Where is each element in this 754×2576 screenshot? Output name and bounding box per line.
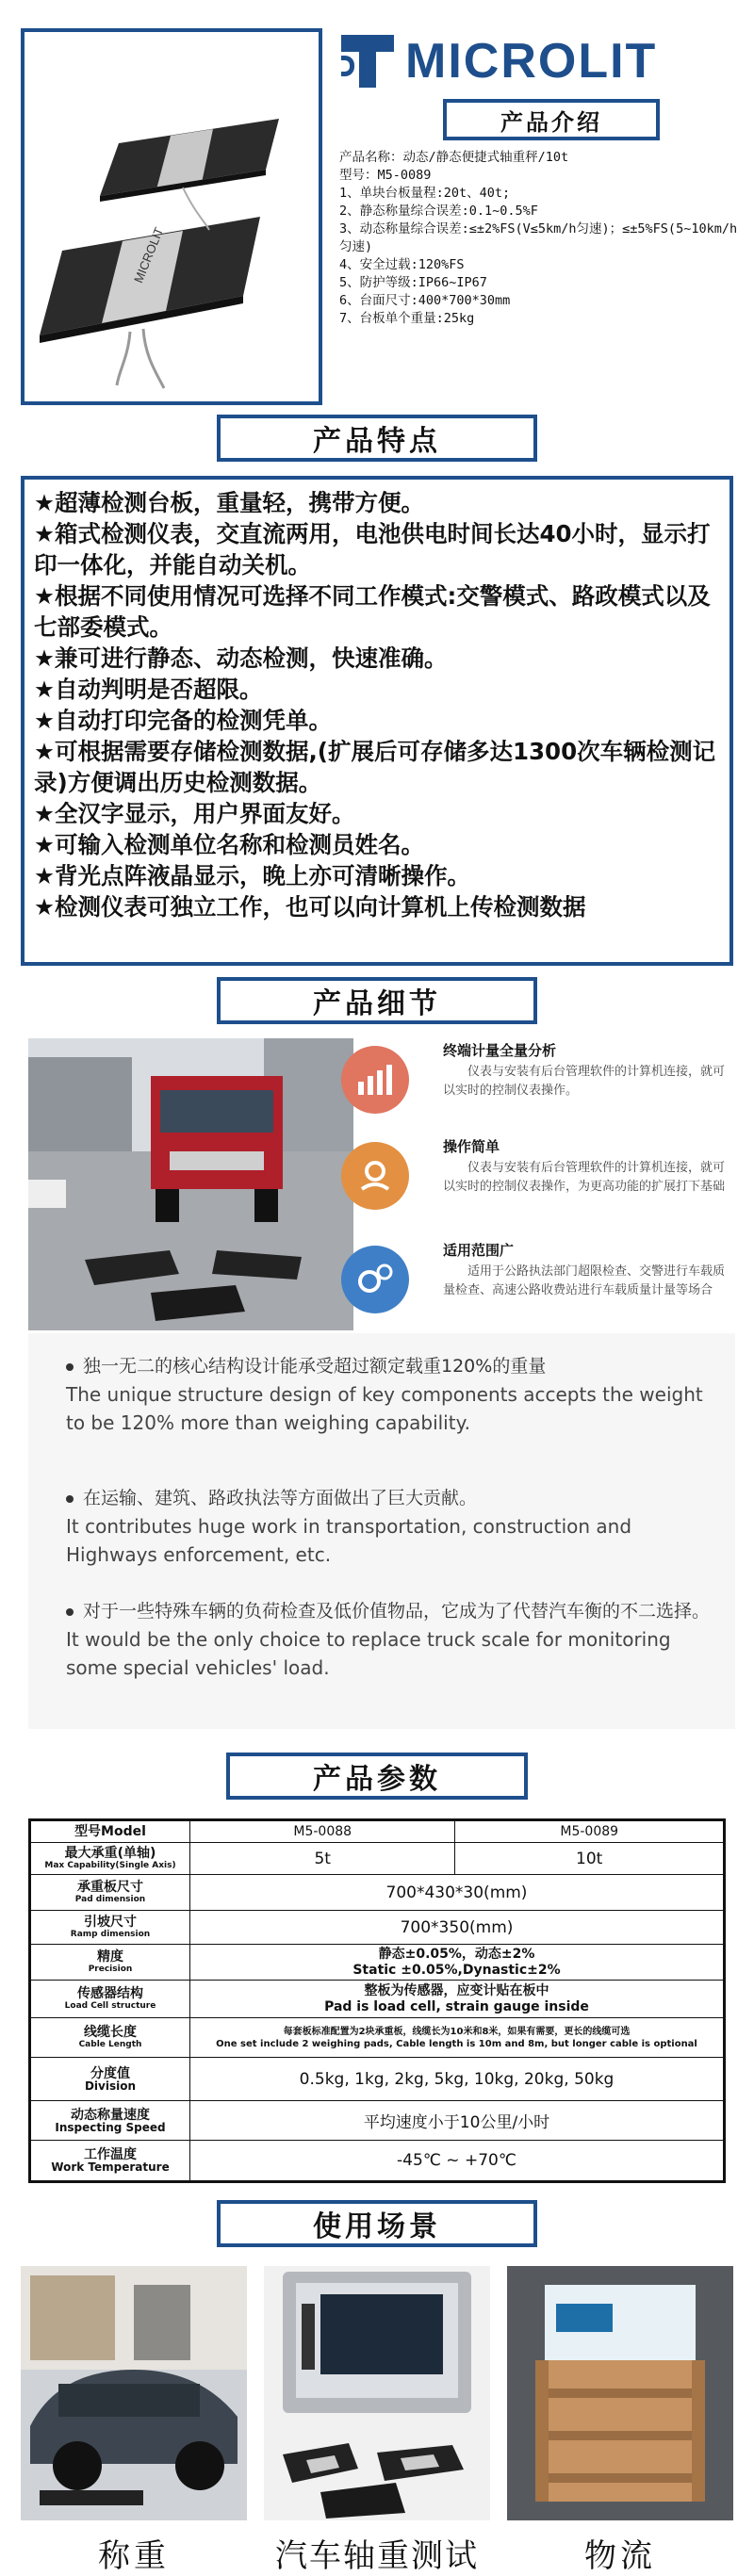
spec-line: 5、防护等级:IP66~IP67 — [339, 275, 487, 290]
row-label-cn: 动态称量速度 — [71, 2107, 150, 2123]
feature-item: ★自动打印完备的检测凭单。 — [34, 707, 332, 734]
bullet-dot-icon — [66, 1363, 74, 1371]
table-cell: 平均速度小于10公里/小时 — [190, 2101, 725, 2141]
row-label-en: Max Capability(Single Axis) — [44, 1860, 176, 1870]
table-cell — [190, 2018, 725, 2058]
truck-photo — [28, 1038, 353, 1330]
row-label-en: Work Temperature — [51, 2160, 170, 2174]
row-label-en: Load Cell structure — [64, 2000, 156, 2011]
detail-heading: 终端计量全量分析 — [443, 1042, 557, 1059]
features-list — [21, 476, 733, 966]
scenes-section-title: 使用场景 — [217, 2200, 537, 2247]
feature-item: ★全汉字显示，用户界面友好。 — [34, 800, 355, 827]
cell-en: Static ±0.05%,Dynastic±2% — [352, 1962, 561, 1978]
table-header — [30, 1843, 190, 1875]
detail-features — [339, 1038, 735, 1330]
spec-line: 3、动态称量综合误差:≤±2%FS(V≤5km/h匀速)；≤±5%FS(5~10km/h匀速) — [339, 221, 738, 254]
spec-line: 6、台面尺寸:400*700*30mm — [339, 293, 511, 308]
feature-item: ★超薄检测台板，重量轻，携带方便。 — [34, 489, 424, 516]
bullet-cn-text: 独一无二的核心结构设计能承受超过额定载重120%的重量 — [83, 1356, 547, 1377]
row-label-en: Precision — [88, 1964, 133, 1974]
scene-label: 称重 — [98, 2537, 170, 2575]
product-photo — [21, 28, 322, 405]
logo-mark-icon — [341, 35, 394, 88]
feature-item: ★兼可进行静态、动态检测，快速准确。 — [34, 644, 448, 672]
table-cell: M5-0088 — [190, 1820, 455, 1843]
cell-en: One set include 2 weighing pads, Cable length is 10m and 8m, but longer cable is optional — [216, 2038, 697, 2049]
bullet-cn-text: 在运输、建筑、路政执法等方面做出了巨大贡献。 — [83, 1488, 478, 1508]
table-row — [30, 2141, 725, 2182]
row-label-cn: 分度值 — [90, 2065, 130, 2081]
bullet-dot-icon — [66, 1608, 74, 1616]
bullet-en-text: The unique structure design of key components accepts the weight to be 120% more than weighing capability. — [66, 1383, 703, 1434]
scene-label: 汽车轴重测试 — [275, 2537, 479, 2575]
table-header: 型号Model — [30, 1820, 190, 1843]
spec-line: 产品名称：动态/静态便捷式轴重秤/10t — [339, 150, 569, 165]
logo-text: MICROLIT — [405, 34, 658, 89]
feature-item: ★可输入检测单位名称和检测员姓名。 — [34, 831, 424, 858]
feature-item: ★检测仪表可独立工作，也可以向计算机上传检测数据 — [34, 893, 586, 921]
feature-item: ★根据不同使用情况可选择不同工作模式:交警模式、路政模式以及七部委模式。 — [34, 582, 711, 641]
row-label-cn: 最大承重(单轴) — [64, 1845, 156, 1861]
scene-photo-logistics — [507, 2266, 733, 2520]
table-cell: 10t — [455, 1843, 725, 1875]
row-label-cn: 承重板尺寸 — [77, 1879, 143, 1895]
table-row — [30, 1945, 725, 1981]
bar-chart-icon — [341, 1046, 409, 1114]
table-header — [30, 1945, 190, 1981]
table-row — [30, 1981, 725, 2018]
spec-line: 1、单块台板量程:20t、40t; — [339, 186, 511, 201]
detail-row — [339, 1238, 735, 1332]
feature-item: ★自动判明是否超限。 — [34, 676, 263, 703]
table-header — [30, 1981, 190, 2018]
table-header — [30, 2101, 190, 2141]
table-row — [30, 2058, 725, 2101]
row-label-cn: 精度 — [97, 1948, 123, 1965]
bullet-item — [66, 1352, 726, 1437]
row-label-cn: 线缆长度 — [84, 2024, 137, 2040]
cell-cn: 静态±0.05%，动态±2% — [378, 1946, 535, 1962]
row-label-en: Ramp dimension — [70, 1929, 151, 1939]
table-header — [30, 1911, 190, 1945]
table-header — [30, 2018, 190, 2058]
param-table — [28, 1818, 726, 2183]
params-section-title: 产品参数 — [226, 1753, 528, 1800]
detail-text: 仪表与安装有后台管理软件的计算机连接，就可以实时的控制仪表操作，为更高功能的扩展打下基础 — [443, 1161, 726, 1194]
detail-row — [339, 1134, 735, 1229]
svg-text:MICROLIT: MICROLIT — [131, 225, 167, 285]
detail-heading: 操作简单 — [443, 1138, 500, 1155]
feature-item: ★可根据需要存储检测数据,(扩展后可存储多达1300次车辆检测记录)方便调出历史检测数据。 — [34, 738, 716, 796]
table-cell: M5-0089 — [455, 1820, 725, 1843]
table-cell — [190, 1945, 725, 1981]
detail-text: 适用于公路执法部门超限检查、交警进行车载质量检查、高速公路收费站进行车载质量计量等场合 — [443, 1264, 726, 1297]
table-row — [30, 1911, 725, 1945]
cell-en: Pad is load cell, strain gauge inside — [324, 1998, 589, 2014]
table-row — [30, 1820, 725, 1843]
table-cell: -45℃ ~ +70℃ — [190, 2141, 725, 2182]
row-label-en: Cable Length — [78, 2039, 142, 2049]
table-row — [30, 2018, 725, 2058]
detail-text: 仪表与安装有后台管理软件的计算机连接，就可以实时的控制仪表操作。 — [443, 1065, 726, 1098]
bullet-dot-icon — [66, 1495, 74, 1503]
bullet-en-text: It contributes huge work in transportation, construction and Highways enforcement, etc. — [66, 1515, 632, 1566]
table-header — [30, 1875, 190, 1911]
spec-line: 型号：M5-0089 — [339, 168, 432, 183]
table-row — [30, 1843, 725, 1875]
bullet-item — [66, 1484, 726, 1569]
table-header — [30, 2058, 190, 2101]
table-cell: 700*350(mm) — [190, 1911, 725, 1945]
table-cell — [190, 1981, 725, 2018]
table-cell: 700*430*30(mm) — [190, 1875, 725, 1911]
spec-line: 2、静态称量综合误差:0.1~0.5%F — [339, 204, 538, 219]
detail-bullets — [28, 1333, 735, 1729]
spec-line: 7、台板单个重量:25kg — [339, 311, 475, 326]
intro-section-title: 产品介绍 — [443, 99, 660, 140]
bullet-cn-text: 对于一些特殊车辆的负荷检查及低价值物品，它成为了代替汽车衡的不二选择。 — [83, 1601, 711, 1622]
weighing-pads-illustration — [25, 32, 319, 401]
row-label-en: Pad dimension — [74, 1894, 146, 1904]
row-label-cn: 引坡尺寸 — [84, 1914, 137, 1930]
row-label-en: Division — [84, 2079, 137, 2093]
detail-heading: 适用范围广 — [443, 1242, 515, 1259]
table-cell: 0.5kg, 1kg, 2kg, 5kg, 10kg, 20kg, 50kg — [190, 2058, 725, 2101]
scene-photo-axle-test — [264, 2266, 490, 2520]
scene-label: 物流 — [584, 2537, 656, 2575]
table-cell: 5t — [190, 1843, 455, 1875]
intro-spec-list — [339, 149, 745, 328]
hand-gear-icon — [341, 1142, 409, 1210]
row-label-cn: 传感器结构 — [77, 1985, 143, 2001]
brand-logo — [341, 28, 737, 94]
details-section-title: 产品细节 — [217, 977, 537, 1024]
features-section-title: 产品特点 — [217, 415, 537, 462]
cell-cn: 每套板标准配置为2块承重板，线缆长为10米和8米，如果有需要，更长的线缆可选 — [283, 2026, 631, 2037]
scene-photo-weighing — [21, 2266, 247, 2520]
feature-item: ★背光点阵液晶显示，晚上亦可清晰操作。 — [34, 862, 470, 889]
table-row — [30, 2101, 725, 2141]
row-label-en: Inspecting Speed — [55, 2120, 166, 2134]
spec-line: 4、安全过载:120%FS — [339, 257, 465, 272]
gears-icon — [341, 1246, 409, 1313]
feature-item: ★箱式检测仪表，交直流两用，电池供电时间长达40小时，显示打印一体化，并能自动关机。 — [34, 520, 711, 579]
bullet-item — [66, 1597, 726, 1682]
cell-cn: 整板为传感器，应变计贴在板中 — [364, 1982, 549, 1998]
detail-row — [339, 1038, 735, 1133]
table-header — [30, 2141, 190, 2182]
row-label-cn: 工作温度 — [84, 2147, 137, 2162]
bullet-en-text: It would be the only choice to replace truck scale for monitoring some special vehicles' load. — [66, 1628, 671, 1679]
table-row — [30, 1875, 725, 1911]
